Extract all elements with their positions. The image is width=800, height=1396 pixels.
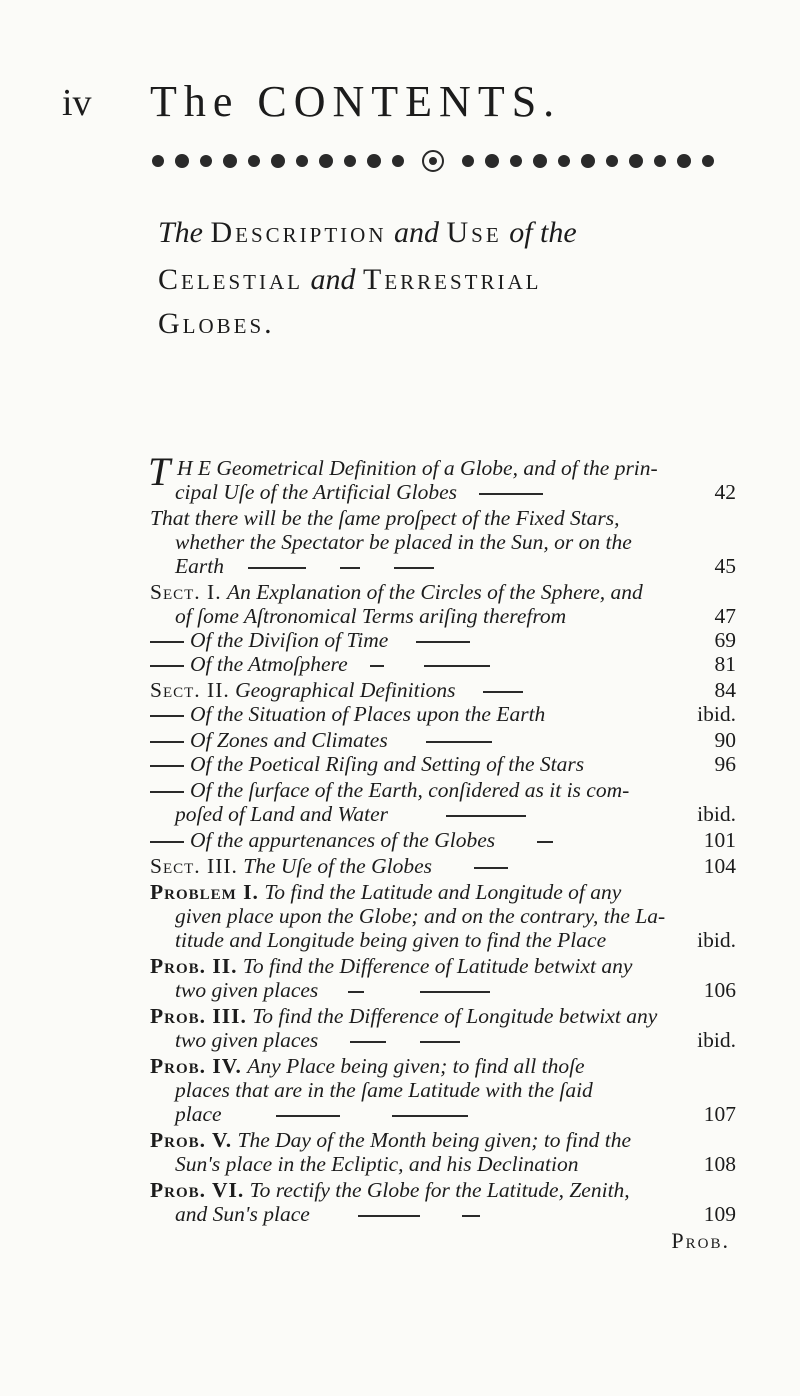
- leader-dash: [276, 1115, 340, 1117]
- toc-entry-line: whether the Spectator be placed in the Sun, or on the: [175, 530, 632, 554]
- section-title-line-1: [158, 218, 738, 248]
- toc-entry-line: two given places: [175, 978, 734, 1002]
- leader-dash: [462, 1215, 480, 1217]
- page-ref: ibid.: [697, 802, 736, 826]
- page-ref: 69: [714, 628, 736, 652]
- leader-dash: [537, 841, 553, 843]
- leader-dash: [474, 867, 508, 869]
- leader-dash: [483, 691, 523, 693]
- toc-entry-line: Of the ſurface of the Earth, conſidered as it is com-: [150, 778, 734, 802]
- toc-entry-line: two given places: [175, 1028, 734, 1052]
- toc-entry-line: Of the Situation of Places upon the Earth: [150, 702, 734, 726]
- page-ref: 108: [703, 1152, 736, 1176]
- toc-entry-line: places that are in the ſame Latitude with the ſaid: [175, 1078, 593, 1102]
- leader-dash: [394, 567, 434, 569]
- toc-entry-line: That there will be the ſame proſpect of the Fixed Stars,: [150, 506, 620, 530]
- page-ref: 42: [714, 480, 736, 504]
- toc-entry-line: Sect. II. Geographical Definitions: [150, 678, 734, 702]
- toc-entry-line: Sect. III. The Uſe of the Globes: [150, 854, 734, 878]
- toc-entry-line: poſed of Land and Water: [175, 802, 734, 826]
- leader-dash: [420, 1041, 460, 1043]
- leader-dash: [420, 991, 490, 993]
- catchword: Prob.: [671, 1228, 730, 1253]
- page-ref: 109: [703, 1202, 736, 1226]
- toc-entry-line: Of the Atmoſphere: [150, 652, 734, 676]
- leader-dash: [248, 567, 306, 569]
- toc-entry-line: cipal Uſe of the Artificial Globes: [175, 480, 734, 504]
- leader-dash: [424, 665, 490, 667]
- leader-dash: [150, 791, 184, 793]
- section-title-line-2: [158, 265, 738, 295]
- leader-dash: [350, 1041, 386, 1043]
- leader-dash: [426, 741, 492, 743]
- page-ref: 84: [714, 678, 736, 702]
- page-number: iv: [62, 82, 92, 124]
- title-word: of the: [509, 216, 577, 249]
- fleuron-left: [152, 154, 404, 168]
- leader-dash: [340, 567, 360, 569]
- page-ref: 47: [714, 604, 736, 628]
- toc-entry-line: Earth: [175, 554, 734, 578]
- drop-cap: T: [148, 449, 171, 494]
- toc-entry-line: Of the Poetical Riſing and Setting of the Stars: [150, 752, 734, 776]
- ornament-band: [144, 148, 722, 174]
- toc-entry-line: given place upon the Globe; and on the contrary, the La-: [175, 904, 666, 928]
- leader-dash: [479, 493, 543, 495]
- leader-dash: [446, 815, 526, 817]
- title-word: Celestial: [158, 263, 303, 296]
- page-ref: ibid.: [697, 928, 736, 952]
- toc-entry-line: Prob. V. The Day of the Month being given; to find the: [150, 1128, 632, 1152]
- toc-entry-line: Of the appurtenances of the Globes: [150, 828, 734, 852]
- leader-dash: [348, 991, 364, 993]
- page-ref: 106: [703, 978, 736, 1002]
- toc-entry-line: Of the Diviſion of Time: [150, 628, 734, 652]
- leader-dash: [150, 641, 184, 643]
- leader-dash: [150, 665, 184, 667]
- title-word: and: [310, 263, 356, 296]
- page-ref: 104: [703, 854, 736, 878]
- toc-entry-line: titude and Longitude being given to find the Place: [175, 928, 607, 952]
- toc-entry-line: Prob. IV. Any Place being given; to find all thoſe: [150, 1054, 585, 1078]
- leader-dash: [150, 715, 184, 717]
- toc-entry-line: H E Geometrical Definition of a Globe, and of the prin-: [177, 456, 658, 480]
- page-ref: 45: [714, 554, 736, 578]
- toc-entry-line: Sun's place in the Ecliptic, and his Declination: [175, 1152, 579, 1176]
- toc-entry-line: Prob. III. To find the Difference of Longitude betwixt any: [150, 1004, 658, 1028]
- toc-entry-line: Sect. I. An Explanation of the Circles of the Sphere, and: [150, 580, 643, 604]
- page-ref: ibid.: [697, 702, 736, 726]
- title-word: Use: [446, 216, 502, 249]
- fleuron-right: [462, 154, 714, 168]
- leader-dash: [392, 1115, 468, 1117]
- leader-dash: [150, 841, 184, 843]
- toc-entry-line: and Sun's place: [175, 1202, 734, 1226]
- fleuron-center: [423, 151, 443, 171]
- toc-entry-line: of ſome Aſtronomical Terms ariſing therefrom: [175, 604, 567, 628]
- page-ref: 90: [714, 728, 736, 752]
- leader-dash: [416, 641, 470, 643]
- title-word: Globes.: [158, 307, 275, 340]
- page-ref: 101: [703, 828, 736, 852]
- toc-entry-line: Problem I. To find the Latitude and Longitude of any: [150, 880, 622, 904]
- title-word: and: [394, 216, 440, 249]
- title-word: Terrestrial: [363, 263, 542, 296]
- running-title: The CONTENTS.: [150, 77, 562, 126]
- leader-dash: [150, 741, 184, 743]
- leader-dash: [370, 665, 384, 667]
- page-ref: ibid.: [697, 1028, 736, 1052]
- page-ref: 107: [703, 1102, 736, 1126]
- page-ref: 96: [714, 752, 736, 776]
- toc-entry-line: Prob. II. To find the Difference of Latitude betwixt any: [150, 954, 633, 978]
- page-ref: 81: [714, 652, 736, 676]
- section-title-line-3: [158, 309, 738, 339]
- toc-entry-line: Prob. VI. To rectify the Globe for the Latitude, Zenith,: [150, 1178, 630, 1202]
- toc-entry-line: place: [175, 1102, 734, 1126]
- title-word: The: [158, 216, 203, 249]
- leader-dash: [150, 765, 184, 767]
- leader-dash: [358, 1215, 420, 1217]
- toc-entry-line: Of Zones and Climates: [150, 728, 734, 752]
- title-word: Description: [210, 216, 387, 249]
